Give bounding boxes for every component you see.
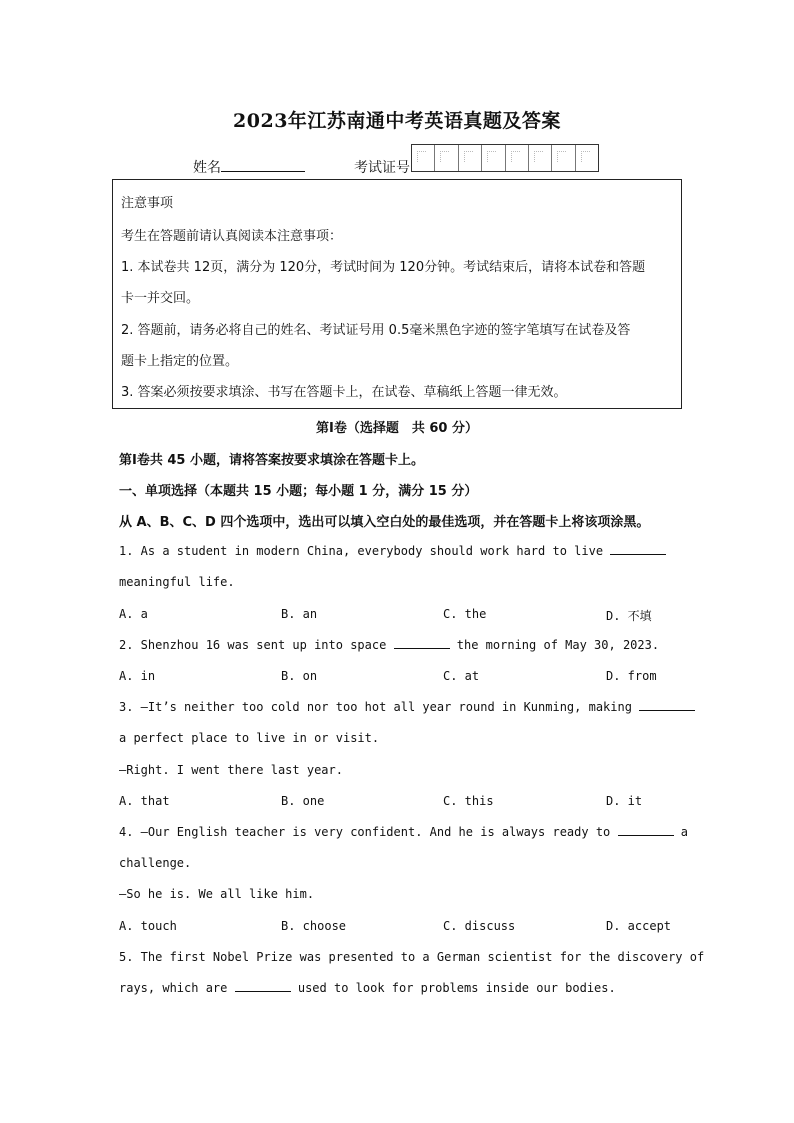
id-cell — [506, 145, 529, 171]
id-cell — [412, 145, 435, 171]
question-4-stem-cont: challenge. — [119, 856, 192, 870]
question-3-reply: —Right. I went there last year. — [119, 763, 343, 777]
q2-option-c: C. at — [443, 669, 480, 683]
q4-option-a: A. touch — [119, 919, 177, 933]
answer-blank — [610, 544, 666, 555]
name-field — [193, 157, 305, 177]
q1-option-a: A. a — [119, 607, 148, 621]
id-cell — [482, 145, 505, 171]
q2-option-d: D. from — [606, 669, 657, 683]
q1-option-d: D. 不填 — [606, 609, 652, 623]
q1-option-c: C. the — [443, 607, 487, 621]
answer-blank — [618, 825, 674, 836]
question-5-stem-cont: rays, which are used to look for problems inside our bodies. — [119, 981, 616, 995]
notice-intro: 考生在答题前请认真阅读本注意事项： — [121, 229, 343, 244]
q3-option-c: C. this — [443, 794, 494, 808]
notice-item-2: 2. 答题前，请务必将自己的姓名、考试证号用 0.5毫米黑色字迹的签字笔填写在试卷及答 — [121, 323, 631, 338]
q3-option-d: D. it — [606, 794, 643, 808]
question-1-stem-cont: meaningful life. — [119, 575, 235, 589]
question-2-stem: 2. Shenzhou 16 was sent up into space the morning of May 30, 2023. — [119, 638, 660, 652]
name-blank — [221, 157, 305, 172]
volume-title: 第Ⅰ卷（选择题 共 60 分） — [316, 421, 478, 436]
id-cell — [529, 145, 552, 171]
q2-option-b: B. on — [281, 669, 318, 683]
notice-box — [112, 179, 682, 409]
q3-option-b: B. one — [281, 794, 325, 808]
answer-blank — [394, 638, 450, 649]
q2-option-a: A. in — [119, 669, 156, 683]
id-cell — [435, 145, 458, 171]
notice-item-3: 3. 答案必须按要求填涂、书写在答题卡上，在试卷、草稿纸上答题一律无效。 — [121, 385, 567, 400]
notice-item-1-cont: 卡一并交回。 — [121, 291, 200, 306]
q4-option-d: D. accept — [606, 919, 672, 933]
q4-option-c: C. discuss — [443, 919, 516, 933]
notice-item-2-cont: 题卡上指定的位置。 — [121, 354, 239, 369]
exam-id-label: 考试证号 — [354, 160, 410, 176]
question-5-stem: 5. The first Nobel Prize was presented to a German scientist for the discovery of — [119, 950, 705, 964]
part-title: 一、单项选择（本题共 15 小题；每小题 1 分，满分 15 分） — [119, 484, 478, 499]
question-4-stem: 4. —Our English teacher is very confident. And he is always ready to a — [119, 825, 688, 839]
volume-note: 第Ⅰ卷共 45 小题，请将答案按要求填涂在答题卡上。 — [119, 453, 424, 468]
page-title: 2023年江苏南通中考英语真题及答案 — [233, 110, 561, 132]
question-3-stem-cont: a perfect place to live in or visit. — [119, 731, 380, 745]
id-cell — [459, 145, 482, 171]
exam-id-boxes — [411, 144, 599, 172]
question-4-reply: —So he is. We all like him. — [119, 887, 315, 901]
answer-blank — [639, 700, 695, 711]
id-cell — [576, 145, 598, 171]
answer-blank — [235, 981, 291, 992]
id-cell — [552, 145, 575, 171]
exam-id-field — [354, 157, 410, 177]
notice-item-1: 1. 本试卷共 12页，满分为 120分，考试时间为 120分钟。考试结束后，请将本试卷和答题 — [121, 260, 646, 275]
q4-option-b: B. choose — [281, 919, 347, 933]
name-label: 姓名 — [193, 160, 221, 176]
q1-option-b: B. an — [281, 607, 318, 621]
part-instruction: 从 A、B、C、D 四个选项中，选出可以填入空白处的最佳选项，并在答题卡上将该项涂黑。 — [119, 515, 650, 530]
question-3-stem: 3. —It’s neither too cold nor too hot all year round in Kunming, making — [119, 700, 695, 714]
question-1-stem: 1. As a student in modern China, everybody should work hard to live — [119, 544, 666, 558]
notice-heading: 注意事项 — [121, 196, 174, 211]
q3-option-a: A. that — [119, 794, 170, 808]
